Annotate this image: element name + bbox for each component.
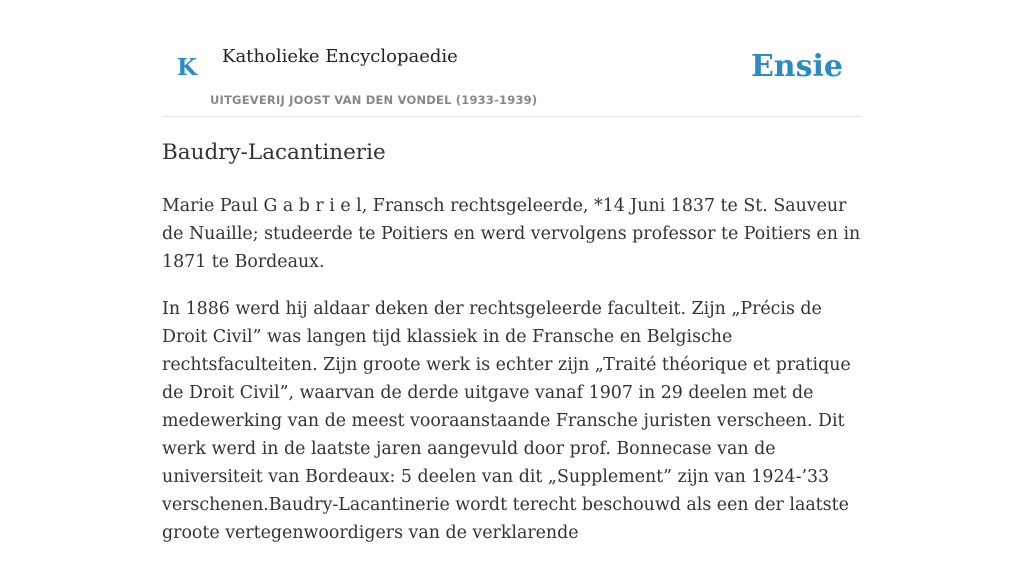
site-header [162, 0, 862, 117]
publisher-label: UITGEVERIJ JOOST VAN DEN VONDEL (1933-1939) [210, 93, 538, 107]
article-body [162, 192, 862, 566]
article-paragraph: In 1886 werd hij aldaar deken der rechtsgeleerde faculteit. Zijn „Précis de Droit Civil” was langen tijd klassiek in de Fransche en Belgische rechtsfaculteiten. Zijn groote werk is echter zijn „Traité théorique et pratique de Droit Civil”, waarvan de derde uitgave vanaf 1907 in 29 deelen met de medewerking van de meest vooraanstaande Fransche juristen verscheen. Dit werk werd in de laatste jaren aangevuld door prof. Bonnecase van de universiteit van Bordeaux: 5 deelen van dit „Supplement” zijn van 1924-’33 verschenen.Baudry-Lacantinerie wordt terecht beschouwd als een der laatste groote vertegenwoordigers van de verklarende [162, 299, 851, 543]
article-paragraph: Marie Paul G a b r i e l, Fransch rechtsgeleerde, *14 Juni 1837 te St. Sauveur de Nuaille; studeerde te Poitiers en werd vervolgens professor te Poitiers en in 1871 te Bordeaux. [162, 196, 861, 272]
ensie-logo[interactable]: Ensie [750, 49, 843, 84]
book-logo-icon[interactable]: K [177, 54, 197, 81]
article-title: Baudry-Lacantinerie [162, 140, 386, 165]
book-title-link[interactable]: Katholieke Encyclopaedie [222, 46, 458, 67]
